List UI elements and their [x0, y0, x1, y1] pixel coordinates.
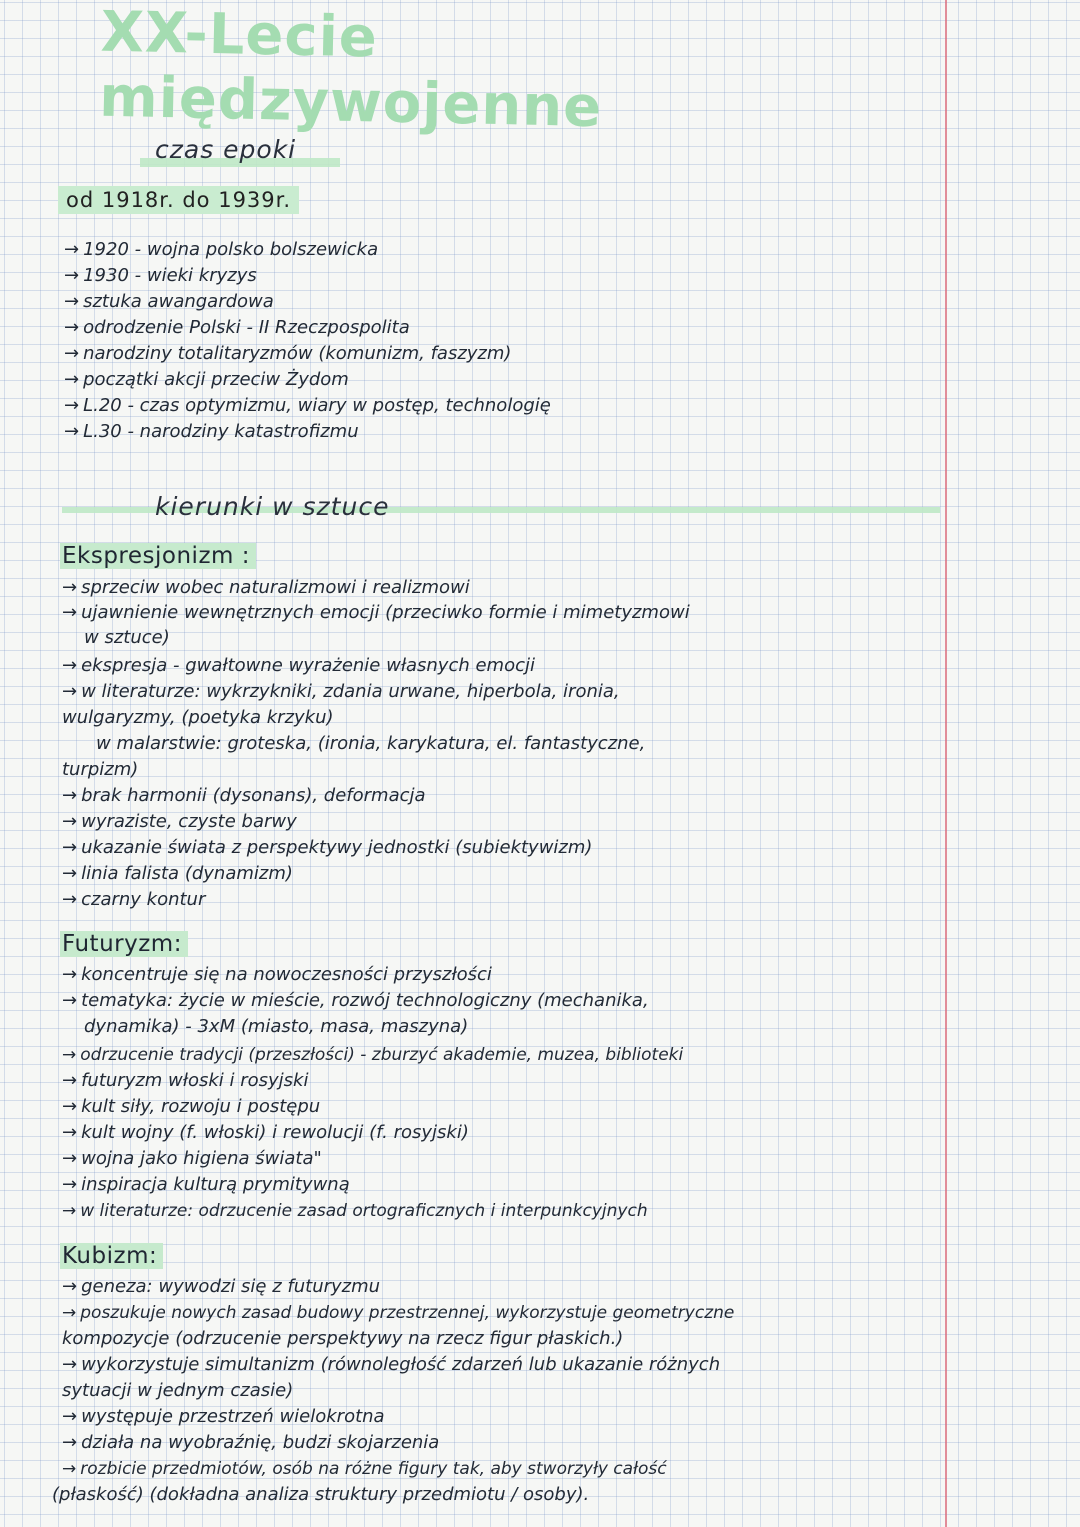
- list-item: → narodziny totalitaryzmów (komunizm, faszyzm): [64, 343, 512, 364]
- list-item: → kult wojny (f. włoski) i rewolucji (f. rosyjski): [62, 1122, 469, 1143]
- list-item: → ujawnienie wewnętrznych emocji (przeciwko formie i mimetyzmowi: [62, 602, 690, 623]
- subheading-ekspresjonizm: Ekspresjonizm :: [60, 543, 256, 569]
- list-item-continued: dynamika) - 3xM (miasto, masa, maszyna): [84, 1016, 469, 1037]
- list-item: → początki akcji przeciw Żydom: [64, 369, 349, 390]
- section-heading-czas-epoki: czas epoki: [155, 135, 297, 164]
- list-item: → poszukuje nowych zasad budowy przestrzennej, wykorzystuje geometryczne: [62, 1303, 735, 1323]
- list-item: → L.20 - czas optymizmu, wiary w postęp, technologię: [64, 395, 551, 416]
- subheading-futuryzm: Futuryzm:: [60, 931, 188, 957]
- list-item-continued: w malarstwie: groteska, (ironia, karykatura, el. fantastyczne,: [96, 733, 646, 754]
- list-item-continued: (płaskość) (dokładna analiza struktury przedmiotu / osoby).: [52, 1484, 590, 1505]
- list-item: → koncentruje się na nowoczesności przyszłości: [62, 964, 492, 985]
- date-range: od 1918r. do 1939r.: [58, 186, 299, 214]
- list-item: → czarny kontur: [62, 889, 206, 910]
- list-item-continued: w sztuce): [84, 627, 170, 648]
- list-item: → geneza: wywodzi się z futuryzmu: [62, 1276, 381, 1297]
- list-item: → ekspresja - gwałtowne wyrażenie własnych emocji: [62, 655, 535, 676]
- list-item: → odrodzenie Polski - II Rzeczpospolita: [64, 317, 410, 338]
- list-item: → występuje przestrzeń wielokrotna: [62, 1406, 385, 1427]
- list-item-continued: sytuacji w jednym czasie): [62, 1380, 294, 1401]
- list-item: → sprzeciw wobec naturalizmowi i realizmowi: [62, 577, 470, 598]
- list-item: → brak harmonii (dysonans), deformacja: [62, 785, 426, 806]
- list-item: → sztuka awangardowa: [64, 291, 274, 312]
- list-item: → kult siły, rozwoju i postępu: [62, 1096, 321, 1117]
- list-item: → w literaturze: wykrzykniki, zdania urwane, hiperbola, ironia,: [62, 681, 620, 702]
- list-item: → rozbicie przedmiotów, osób na różne figury tak, aby stworzyły całość: [62, 1459, 667, 1479]
- subheading-kubizm: Kubizm:: [60, 1243, 163, 1269]
- list-item: → wojna jako higiena świata": [62, 1148, 322, 1169]
- list-item: → futuryzm włoski i rosyjski: [62, 1070, 309, 1091]
- list-item-continued: kompozycje (odrzucenie perspektywy na rzecz figur płaskich.): [62, 1328, 624, 1349]
- list-item: → odrzucenie tradycji (przeszłości) - zburzyć akademie, muzea, biblioteki: [62, 1045, 684, 1065]
- list-item: → wykorzystuje simultanizm (równoległość zdarzeń lub ukazanie różnych: [62, 1354, 721, 1375]
- list-item: → działa na wyobraźnię, budzi skojarzenia: [62, 1432, 440, 1453]
- list-item: → 1930 - wieki kryzys: [64, 265, 257, 286]
- list-item: → w literaturze: odrzucenie zasad ortograficznych i interpunkcyjnych: [62, 1201, 648, 1221]
- list-item: → 1920 - wojna polsko bolszewicka: [64, 239, 379, 260]
- section-heading-kierunki: kierunki w sztuce: [155, 492, 390, 521]
- list-item: → inspiracja kulturą prymitywną: [62, 1174, 350, 1195]
- page-title: XX-Lecie międzywojenne: [98, 0, 603, 141]
- list-item: → tematyka: życie w mieście, rozwój technologiczny (mechanika,: [62, 990, 649, 1011]
- list-item: → wyraziste, czyste barwy: [62, 811, 297, 832]
- list-item-continued: turpizm): [62, 759, 139, 780]
- list-item: → linia falista (dynamizm): [62, 863, 293, 884]
- list-item: → ukazanie świata z perspektywy jednostki (subiektywizm): [62, 837, 593, 858]
- margin-line: [945, 0, 947, 1527]
- list-item: → L.30 - narodziny katastrofizmu: [64, 421, 359, 442]
- list-item-continued: wulgaryzmy, (poetyka krzyku): [62, 707, 334, 728]
